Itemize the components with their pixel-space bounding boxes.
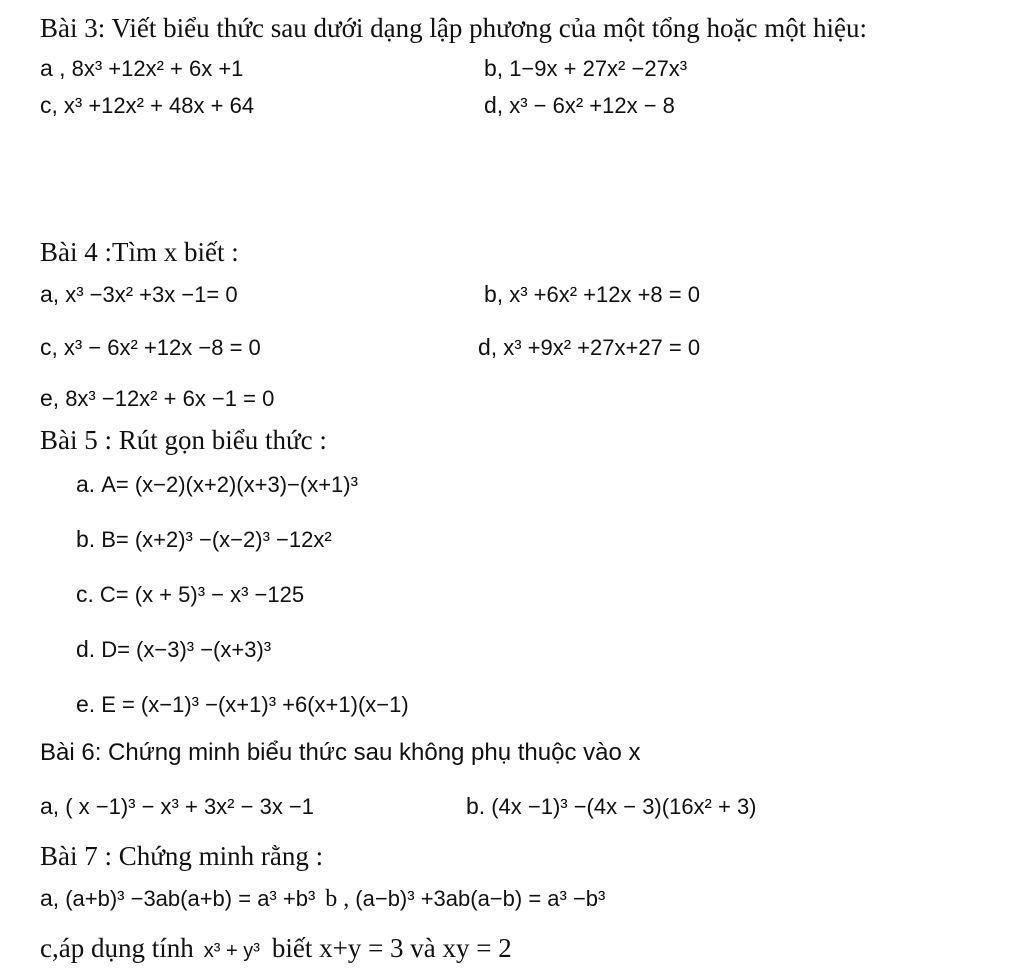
bai7-a-expr: (a+b)³ −3ab(a+b) = a³ +b³ [65,886,316,911]
bai5-item-c [76,582,304,607]
bai5-d-label: d. [76,636,96,662]
bai4-heading: Bài 4 :Tìm x biết : [40,237,239,267]
bai5-c-expr: C= (x + 5)³ − x³ −125 [99,582,305,607]
bai4-item-e [40,386,274,411]
bai7-c-prefix: c,áp dụng tính [40,933,194,963]
bai5-a-label: a. [76,471,96,497]
bai5-b-label: b. [76,526,96,552]
bai3-d-label: d, [484,92,504,118]
bai4-b-label: b, [484,281,504,307]
bai4-e-expr: 8x³ −12x² + 6x −1 = 0 [65,386,275,411]
bai5-b-expr: B= (x+2)³ −(x−2)³ −12x² [101,527,332,552]
bai7-item-ab [40,886,605,912]
bai4-b-expr: x³ +6x² +12x +8 = 0 [509,282,700,307]
bai4-e-label: e, [40,385,60,411]
bai6-item-a [40,794,314,819]
bai6-item-b [466,794,757,819]
bai4-c-label: c, [40,334,58,360]
bai4-d-expr: x³ +9x² +27x+27 = 0 [503,335,701,360]
bai3-item-d [484,93,675,118]
bai6-a-expr: ( x −1)³ − x³ + 3x² − 3x −1 [65,794,315,819]
bai5-e-label: e. [76,691,96,717]
bai6-b-label: b. [466,793,486,819]
bai6-heading: Bài 6: Chứng minh biểu thức sau không phụ thuộc vào x [40,739,641,766]
bai7-a-label: a, [40,885,60,911]
bai5-item-a [76,472,358,497]
bai5-d-expr: D= (x−3)³ −(x+3)³ [101,637,272,662]
bai4-a-label: a, [40,281,60,307]
bai6-b-expr: (4x −1)³ −(4x − 3)(16x² + 3) [491,794,757,819]
bai7-c-expr: x³ + y³ [203,940,260,962]
bai4-d-label: d, [478,334,498,360]
bai5-item-d [76,637,271,662]
bai3-c-label: c, [40,92,58,118]
bai3-d-expr: x³ − 6x² +12x − 8 [509,93,675,118]
bai3-item-a [40,56,243,81]
bai4-a-expr: x³ −3x² +3x −1= 0 [65,282,238,307]
bai7-b-expr: (a−b)³ +3ab(a−b) = a³ −b³ [355,886,606,911]
bai3-b-label: b, [484,55,504,81]
bai4-c-expr: x³ − 6x² +12x −8 = 0 [63,335,261,360]
bai5-item-e [76,692,409,717]
bai4-item-b [484,282,700,307]
bai3-a-label: a , [40,55,66,81]
bai4-item-a [40,282,238,307]
bai3-item-b [484,56,687,81]
bai7-item-c [40,934,512,964]
bai3-b-expr: 1−9x + 27x² −27x³ [509,56,688,81]
bai5-e-expr: E = (x−1)³ −(x+1)³ +6(x+1)(x−1) [101,692,409,717]
bai7-b-label: b , [325,886,350,912]
bai5-a-expr: A= (x−2)(x+2)(x+3)−(x+1)³ [101,472,358,497]
bai7-heading: Bài 7 : Chứng minh rằng : [40,841,324,871]
bai4-item-c [40,335,261,360]
bai3-c-expr: x³ +12x² + 48x + 64 [63,93,255,118]
bai7-c-suffix: biết x+y = 3 và xy = 2 [271,933,512,963]
bai3-heading: Bài 3: Viết biểu thức sau dưới dạng lập phương của một tổng hoặc một hiệu: [40,13,867,43]
bai4-item-d [478,335,700,360]
bai6-a-label: a, [40,793,60,819]
bai5-heading: Bài 5 : Rút gọn biểu thức : [40,425,327,455]
bai5-item-b [76,527,332,552]
bai3-a-expr: 8x³ +12x² + 6x +1 [71,56,244,81]
bai5-c-label: c. [76,581,94,607]
bai3-item-c [40,93,254,118]
